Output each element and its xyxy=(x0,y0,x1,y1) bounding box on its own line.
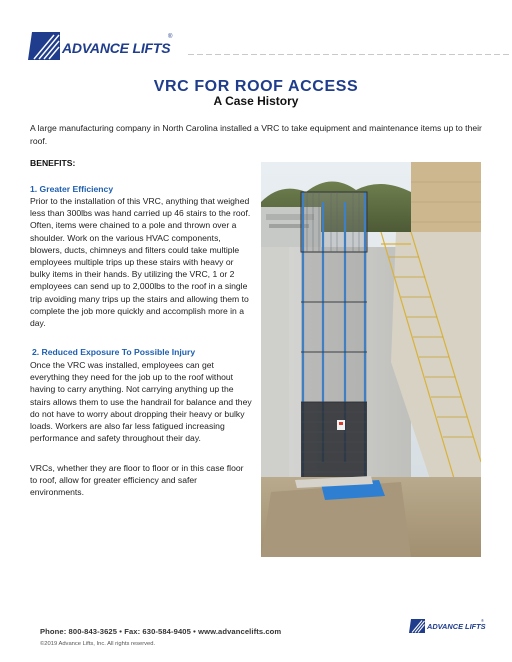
benefit-2-heading: 2. Reduced Exposure To Possible Injury xyxy=(32,347,196,357)
benefit-1-heading: 1. Greater Efficiency xyxy=(30,184,114,194)
logo-wordmark: ADVANCE LIFTS xyxy=(62,40,171,56)
document-subtitle: A Case History xyxy=(213,94,299,108)
footer-logo-wordmark: ADVANCE LIFTS xyxy=(427,622,486,631)
company-logo xyxy=(28,32,178,62)
benefit-1-body: Prior to the installation of this VRC, anything that weighed less than 300lbs was hand carried up 46 stairs to the roof. Often, items were chained to a pole and thrown over a shoulder. Work on the various HVAC components, blowers, ducts, chimneys and filters could take multiple employees multiple trips up these stairs with heavy or bulky items in their hands. By utilizing the VRC, 1 or 2 employees can send up to 2,000lbs to the roof in a single trip avoiding many trips up the stairs and allowing them to complete the job more quickly and accomplish more in a day. xyxy=(30,196,251,329)
closing-paragraph: VRCs, whether they are floor to floor or in this case floor to roof, allow for greater efficiency and safer environments. xyxy=(30,463,244,498)
advance-lifts-logo-icon xyxy=(28,32,60,60)
vrc-illustration xyxy=(261,162,481,557)
footer-advance-lifts-logo-icon xyxy=(409,619,425,633)
vrc-photo xyxy=(261,162,481,557)
header-divider xyxy=(188,54,512,55)
benefits-heading: BENEFITS: xyxy=(30,158,76,168)
registered-mark: ® xyxy=(168,34,173,40)
footer-registered-mark: ® xyxy=(481,618,484,623)
footer-contact-info: Phone: 800-843-3625 • Fax: 630-584-9405 • www.advancelifts.com xyxy=(40,627,282,636)
document-title: VRC FOR ROOF ACCESS xyxy=(153,78,359,95)
intro-paragraph: A large manufacturing company in North Carolina installed a VRC to take equipment and maintenance items up to their roof. xyxy=(30,123,482,146)
benefit-2-body: Once the VRC was installed, employees can get everything they need for the job up to the roof without having to carry anything. Not carrying anything up the stairs allows them to use the handrail for balance and they do not have to worry about dropping their heavy or bulky loads. Workers are also far less fatigued increasing performance and safety throughout their day. xyxy=(30,360,252,444)
footer-logo xyxy=(409,618,485,634)
footer-copyright: ©2019 Advance Lifts, Inc. All rights reserved. xyxy=(40,641,156,647)
